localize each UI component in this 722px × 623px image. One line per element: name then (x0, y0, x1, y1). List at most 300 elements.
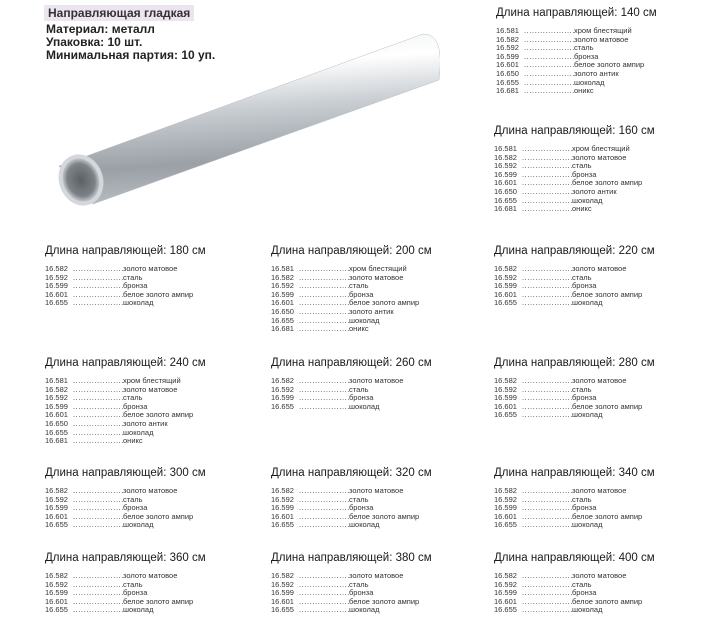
article-code: 16.582 (494, 486, 517, 495)
color-name: шоколад (123, 427, 154, 437)
article-row (271, 386, 486, 395)
color-name: золото матовое (123, 264, 178, 273)
dot-leader (522, 282, 572, 291)
color-name: сталь (123, 494, 143, 504)
color-name: шоколад (123, 605, 154, 615)
color-name: шоколад (572, 520, 603, 530)
color-name: хром блестящий (574, 26, 632, 35)
color-name: золото матовое (123, 384, 178, 394)
article-code: 16.655 (494, 605, 517, 615)
dot-leader (73, 291, 123, 300)
color-name: оникс (123, 436, 143, 446)
article-row (45, 394, 260, 403)
article-code: 16.592 (45, 272, 68, 282)
length-heading: Длина направляющей: 240 см (45, 357, 206, 369)
article-row (271, 282, 486, 291)
color-name: хром блестящий (572, 144, 630, 153)
dot-leader (522, 291, 572, 300)
color-name: бронза (349, 588, 374, 598)
color-name: шоколад (349, 605, 380, 615)
color-name: белое золото ампир (123, 511, 194, 521)
length-block (271, 356, 486, 411)
length-block (45, 356, 260, 446)
color-name: золото антик (349, 306, 394, 316)
length-heading: Длина направляющей: 300 см (45, 467, 206, 479)
article-row (494, 606, 709, 615)
article-code: 16.592 (45, 494, 68, 504)
article-code: 16.681 (494, 204, 517, 214)
article-code: 16.655 (45, 605, 68, 615)
article-code: 16.599 (45, 401, 68, 411)
article-code: 16.599 (494, 503, 517, 513)
dot-leader (524, 79, 574, 88)
color-name: сталь (349, 281, 369, 291)
article-row (496, 44, 711, 53)
article-row (45, 521, 260, 530)
color-name: бронза (572, 169, 597, 179)
color-name: бронза (123, 503, 148, 513)
dot-leader (522, 274, 572, 283)
color-name: бронза (349, 393, 374, 403)
length-block (271, 466, 486, 530)
dot-leader (522, 197, 572, 206)
length-heading: Длина направляющей: 220 см (494, 245, 655, 257)
article-row (45, 581, 260, 590)
color-name: белое золото ампир (123, 289, 194, 299)
article-row (271, 317, 486, 326)
color-name: белое золото ампир (572, 401, 643, 411)
dot-leader (73, 496, 123, 505)
article-code: 16.655 (45, 298, 68, 308)
article-code: 16.601 (494, 289, 517, 299)
article-code: 16.582 (45, 384, 68, 394)
dot-leader (522, 188, 572, 197)
color-name: сталь (572, 161, 592, 171)
color-name: золото матовое (572, 571, 627, 580)
article-code: 16.599 (494, 169, 517, 179)
article-code: 16.650 (271, 306, 294, 316)
dot-leader (522, 394, 572, 403)
dot-leader (73, 411, 123, 420)
article-code: 16.601 (45, 596, 68, 606)
article-code: 16.582 (494, 264, 517, 273)
dot-leader (522, 572, 572, 581)
length-block (494, 356, 709, 420)
article-code: 16.655 (494, 195, 517, 205)
dot-leader (299, 282, 349, 291)
color-name: сталь (572, 384, 592, 394)
article-code: 16.582 (271, 486, 294, 495)
color-name: сталь (349, 579, 369, 589)
color-name: сталь (574, 43, 594, 53)
color-name: бронза (123, 281, 148, 291)
dot-leader (522, 386, 572, 395)
color-name: оникс (572, 204, 592, 214)
dot-leader (522, 145, 572, 154)
material-spec: Материал: металл (46, 22, 155, 36)
length-block (271, 551, 486, 615)
dot-leader (299, 386, 349, 395)
article-code: 16.581 (45, 376, 68, 385)
color-name: шоколад (349, 401, 380, 411)
dot-leader (524, 53, 574, 62)
article-row (494, 274, 709, 283)
color-name: хром блестящий (349, 264, 407, 273)
color-name: бронза (572, 393, 597, 403)
dot-leader (73, 589, 123, 598)
article-code: 16.582 (45, 264, 68, 273)
length-block (45, 466, 260, 530)
article-row (496, 36, 711, 45)
article-code: 16.655 (271, 315, 294, 325)
article-row (45, 496, 260, 505)
article-row (271, 572, 486, 581)
article-code: 16.581 (496, 26, 519, 35)
article-row (494, 154, 709, 163)
dot-leader (73, 572, 123, 581)
color-name: белое золото ампир (572, 511, 643, 521)
article-code: 16.592 (271, 384, 294, 394)
dot-leader (299, 291, 349, 300)
dot-leader (522, 606, 572, 615)
color-name: золото матовое (349, 571, 404, 580)
article-row (494, 205, 709, 214)
dot-leader (73, 265, 123, 274)
color-name: шоколад (572, 410, 603, 420)
dot-leader (522, 504, 572, 513)
color-name: золото матовое (572, 264, 627, 273)
color-name: золото матовое (572, 152, 627, 162)
color-name: оникс (349, 324, 369, 334)
length-heading: Длина направляющей: 320 см (271, 467, 432, 479)
article-row (494, 162, 709, 171)
dot-leader (73, 437, 123, 446)
article-code: 16.601 (496, 60, 519, 70)
dot-leader (522, 521, 572, 530)
article-code: 16.582 (45, 571, 68, 580)
dot-leader (73, 513, 123, 522)
dot-leader (524, 70, 574, 79)
article-row (494, 377, 709, 386)
length-block (494, 124, 709, 214)
article-row (494, 299, 709, 308)
article-code: 16.592 (45, 579, 68, 589)
color-name: золото матовое (349, 376, 404, 385)
color-name: белое золото ампир (572, 596, 643, 606)
article-row (45, 265, 260, 274)
dot-leader (522, 589, 572, 598)
color-name: бронза (349, 503, 374, 513)
article-code: 16.581 (494, 144, 517, 153)
dot-leader (522, 265, 572, 274)
dot-leader (73, 521, 123, 530)
length-block (494, 244, 709, 308)
article-code: 16.582 (45, 486, 68, 495)
color-name: золото антик (123, 418, 168, 428)
length-block (494, 551, 709, 615)
dot-leader (522, 513, 572, 522)
dot-leader (299, 308, 349, 317)
article-code: 16.592 (494, 384, 517, 394)
color-name: сталь (123, 272, 143, 282)
dot-leader (522, 179, 572, 188)
article-code: 16.582 (271, 571, 294, 580)
article-code: 16.655 (271, 605, 294, 615)
dot-leader (299, 377, 349, 386)
color-name: бронза (572, 503, 597, 513)
dot-leader (522, 171, 572, 180)
color-name: золото матовое (349, 272, 404, 282)
article-row (45, 572, 260, 581)
article-code: 16.601 (494, 596, 517, 606)
dot-leader (73, 282, 123, 291)
article-code: 16.592 (271, 494, 294, 504)
length-heading: Длина направляющей: 280 см (494, 357, 655, 369)
article-code: 16.599 (494, 588, 517, 598)
length-block (496, 6, 711, 96)
article-row (494, 265, 709, 274)
dot-leader (73, 487, 123, 496)
length-heading: Длина направляющей: 180 см (45, 245, 206, 257)
dot-leader (524, 61, 574, 70)
article-row (271, 403, 486, 412)
article-code: 16.592 (271, 579, 294, 589)
dot-leader (522, 377, 572, 386)
article-code: 16.655 (45, 520, 68, 530)
article-row (496, 87, 711, 96)
article-row (45, 429, 260, 438)
color-name: золото матовое (572, 376, 627, 385)
dot-leader (73, 420, 123, 429)
color-name: шоколад (123, 520, 154, 530)
dot-leader (73, 504, 123, 513)
article-code: 16.599 (494, 281, 517, 291)
article-code: 16.601 (45, 410, 68, 420)
length-heading: Длина направляющей: 360 см (45, 552, 206, 564)
article-row (494, 386, 709, 395)
article-row (45, 487, 260, 496)
article-code: 16.592 (45, 393, 68, 403)
dot-leader (299, 521, 349, 530)
article-row (45, 437, 260, 446)
dot-leader (524, 27, 574, 36)
article-code: 16.601 (271, 596, 294, 606)
rail-tube-image (55, 28, 440, 208)
article-code: 16.655 (271, 401, 294, 411)
color-name: сталь (123, 579, 143, 589)
dot-leader (73, 274, 123, 283)
length-block (494, 466, 709, 530)
article-row (45, 299, 260, 308)
dot-leader (299, 513, 349, 522)
length-heading: Длина направляющей: 400 см (494, 552, 655, 564)
min-batch-spec: Минимальная партия: 10 уп. (46, 48, 216, 62)
length-heading: Длина направляющей: 140 см (496, 7, 657, 19)
color-name: бронза (123, 588, 148, 598)
dot-leader (522, 205, 572, 214)
article-code: 16.655 (45, 427, 68, 437)
length-heading: Длина направляющей: 380 см (271, 552, 432, 564)
length-heading: Длина направляющей: 200 см (271, 245, 432, 257)
article-code: 16.599 (271, 289, 294, 299)
color-name: сталь (572, 272, 592, 282)
article-code: 16.599 (45, 503, 68, 513)
color-name: белое золото ампир (349, 511, 420, 521)
article-code: 16.681 (496, 86, 519, 96)
dot-leader (73, 386, 123, 395)
color-name: шоколад (349, 520, 380, 530)
article-code: 16.592 (494, 494, 517, 504)
dot-leader (73, 377, 123, 386)
article-row (271, 606, 486, 615)
color-name: хром блестящий (123, 376, 181, 385)
article-row (45, 274, 260, 283)
dot-leader (299, 589, 349, 598)
article-code: 16.599 (271, 393, 294, 403)
article-code: 16.599 (45, 281, 68, 291)
article-row (494, 487, 709, 496)
color-name: шоколад (574, 77, 605, 87)
dot-leader (299, 299, 349, 308)
dot-leader (299, 581, 349, 590)
article-row (45, 606, 260, 615)
color-name: золото матовое (574, 34, 629, 44)
article-row (271, 274, 486, 283)
article-code: 16.650 (45, 418, 68, 428)
article-code: 16.599 (45, 588, 68, 598)
article-code: 16.582 (494, 571, 517, 580)
article-code: 16.601 (494, 511, 517, 521)
color-name: белое золото ампир (123, 410, 194, 420)
dot-leader (299, 598, 349, 607)
article-code: 16.601 (494, 401, 517, 411)
article-row (494, 411, 709, 420)
article-code: 16.592 (271, 281, 294, 291)
article-code: 16.601 (271, 511, 294, 521)
article-row (271, 496, 486, 505)
color-name: бронза (574, 51, 599, 61)
article-code: 16.655 (494, 520, 517, 530)
article-row (496, 79, 711, 88)
length-heading: Длина направляющей: 260 см (271, 357, 432, 369)
article-row (494, 572, 709, 581)
dot-leader (73, 403, 123, 412)
color-name: белое золото ампир (572, 178, 643, 188)
article-code: 16.582 (494, 376, 517, 385)
article-row (271, 325, 486, 334)
article-code: 16.592 (494, 161, 517, 171)
dot-leader (522, 487, 572, 496)
color-name: золото матовое (123, 486, 178, 495)
article-row (494, 521, 709, 530)
article-code: 16.655 (271, 520, 294, 530)
dot-leader (522, 154, 572, 163)
dot-leader (524, 87, 574, 96)
color-name: белое золото ампир (349, 298, 420, 308)
length-block (45, 551, 260, 615)
dot-leader (73, 598, 123, 607)
dot-leader (524, 36, 574, 45)
dot-leader (73, 429, 123, 438)
color-name: оникс (574, 86, 594, 96)
dot-leader (522, 598, 572, 607)
color-name: бронза (572, 588, 597, 598)
color-name: сталь (123, 393, 143, 403)
article-row (271, 521, 486, 530)
article-code: 16.599 (494, 393, 517, 403)
article-code: 16.592 (494, 272, 517, 282)
color-name: сталь (349, 494, 369, 504)
article-row (494, 581, 709, 590)
article-code: 16.650 (496, 68, 519, 78)
article-code: 16.582 (271, 376, 294, 385)
dot-leader (522, 403, 572, 412)
article-code: 16.582 (496, 34, 519, 44)
article-row (271, 377, 486, 386)
dot-leader (299, 325, 349, 334)
dot-leader (522, 162, 572, 171)
article-code: 16.581 (271, 264, 294, 273)
article-code: 16.601 (494, 178, 517, 188)
article-code: 16.601 (45, 289, 68, 299)
article-code: 16.681 (271, 324, 294, 334)
article-row (45, 386, 260, 395)
color-name: золото матовое (349, 486, 404, 495)
article-code: 16.599 (271, 503, 294, 513)
color-name: сталь (572, 494, 592, 504)
color-name: шоколад (123, 298, 154, 308)
color-name: белое золото ампир (572, 289, 643, 299)
color-name: бронза (349, 289, 374, 299)
color-name: бронза (572, 281, 597, 291)
color-name: белое золото ампир (349, 596, 420, 606)
dot-leader (299, 274, 349, 283)
article-row (271, 581, 486, 590)
dot-leader (522, 581, 572, 590)
dot-leader (73, 606, 123, 615)
color-name: сталь (349, 384, 369, 394)
dot-leader (299, 487, 349, 496)
dot-leader (522, 496, 572, 505)
article-code: 16.650 (494, 186, 517, 196)
article-code: 16.601 (45, 511, 68, 521)
length-block (45, 244, 260, 308)
color-name: белое золото ампир (574, 60, 645, 70)
dot-leader (522, 411, 572, 420)
article-code: 16.681 (45, 436, 68, 446)
article-row (271, 487, 486, 496)
dot-leader (299, 394, 349, 403)
color-name: шоколад (572, 195, 603, 205)
color-name: шоколад (572, 605, 603, 615)
length-heading: Длина направляющей: 160 см (494, 125, 655, 137)
dot-leader (299, 403, 349, 412)
dot-leader (522, 299, 572, 308)
dot-leader (299, 317, 349, 326)
color-name: золото матовое (123, 571, 178, 580)
article-code: 16.582 (494, 152, 517, 162)
packaging-spec: Упаковка: 10 шт. (46, 35, 143, 49)
dot-leader (299, 572, 349, 581)
dot-leader (299, 504, 349, 513)
dot-leader (73, 299, 123, 308)
article-code: 16.655 (494, 298, 517, 308)
product-title: Направляющая гладкая (44, 5, 194, 21)
color-name: сталь (572, 579, 592, 589)
dot-leader (299, 606, 349, 615)
article-code: 16.655 (496, 77, 519, 87)
color-name: золото антик (574, 68, 619, 78)
